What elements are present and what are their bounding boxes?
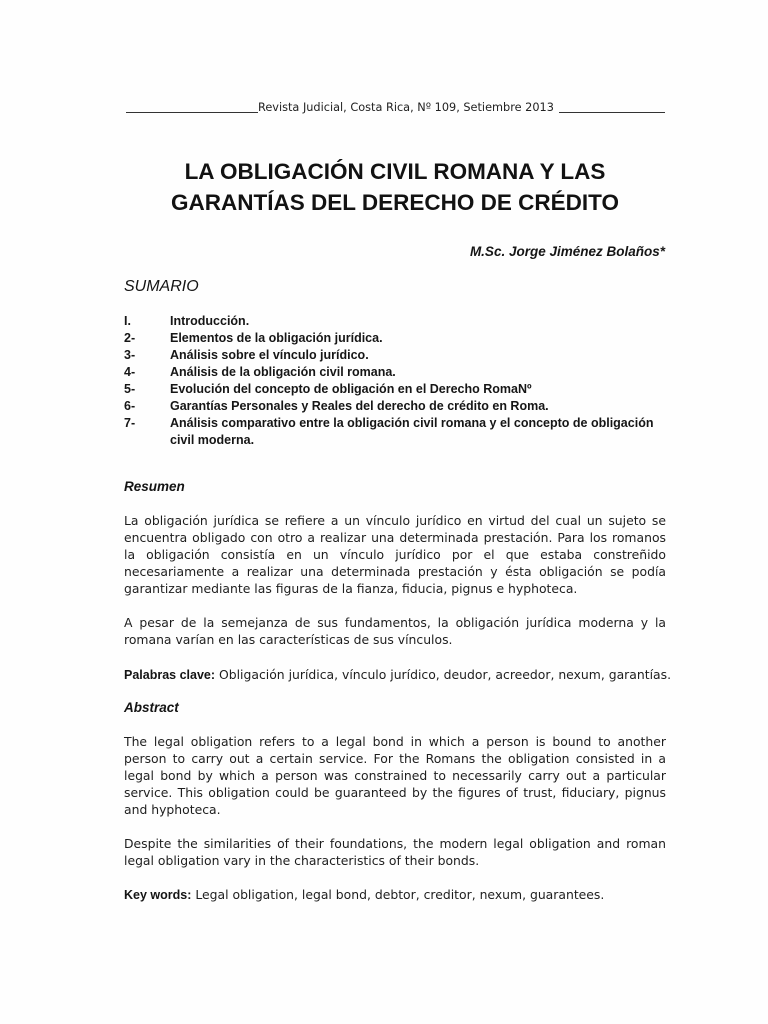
abstract-paragraph-2	[124, 835, 666, 869]
toc-item	[124, 313, 670, 330]
journal-header	[126, 100, 665, 116]
text-line: person to carry out a certain service. For the Romans the obligation consisted in a	[124, 751, 666, 766]
toc-item-text: Evolución del concepto de obligación en el Derecho RomaNº	[170, 382, 532, 396]
header-rule-right	[559, 112, 665, 113]
table-of-contents	[124, 313, 670, 449]
resumen-paragraph-2	[124, 614, 666, 648]
toc-item-text: Introducción.	[170, 314, 250, 328]
toc-item	[124, 330, 670, 347]
toc-item-text: Análisis de la obligación civil romana.	[170, 365, 396, 379]
toc-item	[124, 415, 670, 449]
text-line: service. This obligation could be guaranteed by the figures of trust, fiduciary, pignus	[124, 785, 666, 800]
toc-item-number: 4-	[124, 365, 136, 379]
text-line: The legal obligation refers to a legal bond in which a person is bound to another	[124, 734, 666, 749]
text-line: and hyphoteca.	[124, 802, 221, 817]
toc-item	[124, 398, 670, 415]
toc-item	[124, 381, 670, 398]
toc-item-number: 2-	[124, 331, 136, 345]
toc-item-text: Elementos de la obligación jurídica.	[170, 331, 383, 345]
toc-item-text: Análisis sobre el vínculo jurídico.	[170, 348, 369, 362]
resumen-paragraph-1	[124, 512, 666, 597]
abstract-heading: Abstract	[124, 700, 179, 715]
text-line: garantizar mediante las figuras de la fianza, fiducia, pignus e hyphoteca.	[124, 581, 578, 596]
article-title	[124, 156, 666, 218]
toc-item-text: Garantías Personales y Reales del derecho de crédito en Roma.	[170, 399, 549, 413]
text-line: encuentra obligado con otro a realizar una determinada prestación. Para los romanos	[124, 530, 666, 545]
text-line: romana varían en las características de sus vínculos.	[124, 632, 453, 647]
toc-item-number: 3-	[124, 348, 136, 362]
toc-item-number: 5-	[124, 382, 136, 396]
toc-item	[124, 347, 670, 364]
keywords-label: Palabras clave:	[124, 668, 216, 682]
journal-citation: Revista Judicial, Costa Rica, Nº 109, Setiembre 2013	[258, 101, 554, 114]
abstract-paragraph-1	[124, 733, 666, 818]
text-line: legal obligation vary in the characteristics of their bonds.	[124, 853, 480, 868]
text-line: Despite the similarities of their foundations, the modern legal obligation and roman	[124, 836, 666, 851]
keywords-value: Legal obligation, legal bond, debtor, creditor, nexum, guarantees.	[195, 887, 605, 902]
text-line: legal bond by which a person was constrained to necessarily carry out a particular	[124, 768, 666, 783]
title-line-1: LA OBLIGACIÓN CIVIL ROMANA Y LAS	[184, 159, 606, 184]
keywords-value: Obligación jurídica, vínculo jurídico, deudor, acreedor, nexum, garantías.	[219, 667, 672, 682]
text-line: la obligación consistía en un vínculo jurídico por el que estaba constreñido	[124, 547, 666, 562]
toc-item-text: Análisis comparativo entre la obligación civil romana y el concepto de obligación civil moderna.	[170, 416, 654, 447]
header-rule-left	[126, 112, 258, 113]
title-line-2: GARANTÍAS DEL DERECHO DE CRÉDITO	[171, 190, 619, 215]
keywords-label: Key words:	[124, 888, 192, 902]
text-line: necesariamente a realizar una determinada prestación y ésta obligación se podía	[124, 564, 666, 579]
sumario-heading: SUMARIO	[124, 278, 199, 295]
resumen-heading: Resumen	[124, 479, 185, 494]
toc-item-number: 7-	[124, 416, 136, 430]
toc-item	[124, 364, 670, 381]
text-line: La obligación jurídica se refiere a un vínculo jurídico en virtud del cual un sujeto se	[124, 513, 666, 528]
toc-item-number: I.	[124, 314, 131, 328]
key-words	[124, 886, 604, 904]
author-name: M.Sc. Jorge Jiménez Bolaños*	[469, 244, 665, 259]
palabras-clave	[124, 666, 671, 684]
text-line: A pesar de la semejanza de sus fundamentos, la obligación jurídica moderna y la	[124, 615, 666, 630]
toc-item-number: 6-	[124, 399, 136, 413]
